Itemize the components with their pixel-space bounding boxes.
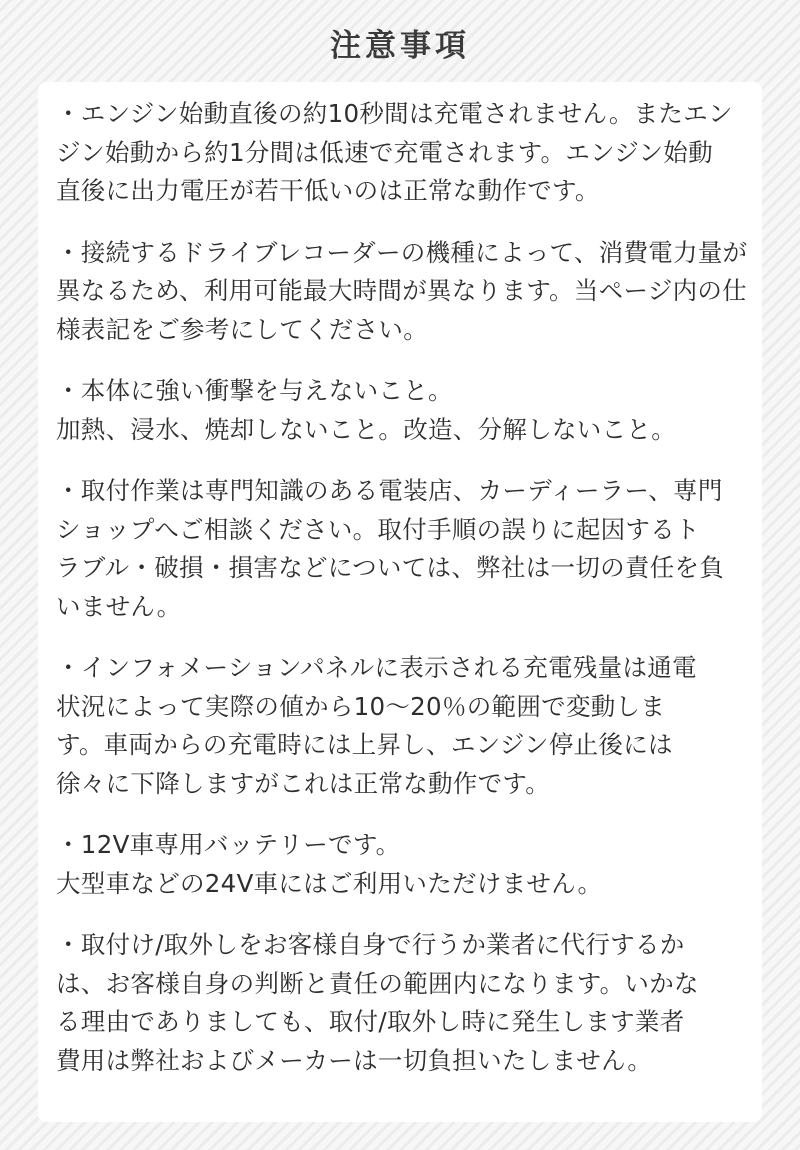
notice-line: 加熱、浸水、焼却しないこと。改造、分解しないこと。 <box>56 414 676 444</box>
notice-line: 直後に出力電圧が若干低いのは正常な動作です。 <box>56 176 600 205</box>
notice-line: ・インフォメーションパネルに表示される充電残量は通電 <box>56 653 697 682</box>
notice-line: 状況によって実際の値から10～20％の範囲で変動しま <box>56 691 666 721</box>
notice-item <box>56 649 746 803</box>
notice-line: いません。 <box>56 591 182 621</box>
notice-item <box>56 472 746 626</box>
notice-line: ラブル・破損・損害などについては、弊社は一切の責任を負 <box>56 553 725 582</box>
notice-line: る理由でありましても、取付/取外し時に発生します業者 <box>56 1007 685 1036</box>
notice-line: ・12V車専用バッテリーです。 <box>56 830 401 859</box>
notice-item <box>56 95 746 211</box>
notice-line: 様表記をご参考にしてください。 <box>56 314 428 344</box>
notice-item <box>56 826 746 903</box>
notice-line: 異なるため、利用可能最大時間が異なります。当ページ内の仕 <box>56 276 747 305</box>
notice-line: ジン始動から約1分間は低速で充電されます。エンジン始動 <box>56 137 713 167</box>
notice-line: ・取付作業は専門知識のある電装店、カーディーラー、専門 <box>56 476 723 505</box>
notice-line: は、お客様自身の判断と責任の範囲内になります。いかな <box>56 968 699 998</box>
notice-line: 徐々に下降しますがこれは正常な動作です。 <box>56 768 551 798</box>
notice-item <box>56 372 746 449</box>
notice-item <box>56 234 746 350</box>
notice-line: ・エンジン始動直後の約10秒間は充電されません。またエン <box>56 99 733 128</box>
notice-line: ショップへご相談ください。取付手順の誤りに起因するト <box>56 514 700 544</box>
notice-line: 費用は弊社およびメーカーは一切負担いたしません。 <box>56 1045 653 1075</box>
notice-line: ・取付け/取外しをお客様自身で行うか業者に代行するか <box>56 930 685 959</box>
notice-item <box>56 926 746 1080</box>
notice-line: 大型車などの24V車にはご利用いただけません。 <box>56 868 603 898</box>
notice-line: ・本体に強い衝撃を与えないこと。 <box>56 376 453 405</box>
notice-line: す。車両からの充電時には上昇し、エンジン停止後には <box>56 730 673 759</box>
notice-card <box>38 82 762 1122</box>
page-title: 注意事項 <box>330 28 470 64</box>
notice-line: ・接続するドライブレコーダーの機種によって、消費電力量が <box>56 237 748 267</box>
